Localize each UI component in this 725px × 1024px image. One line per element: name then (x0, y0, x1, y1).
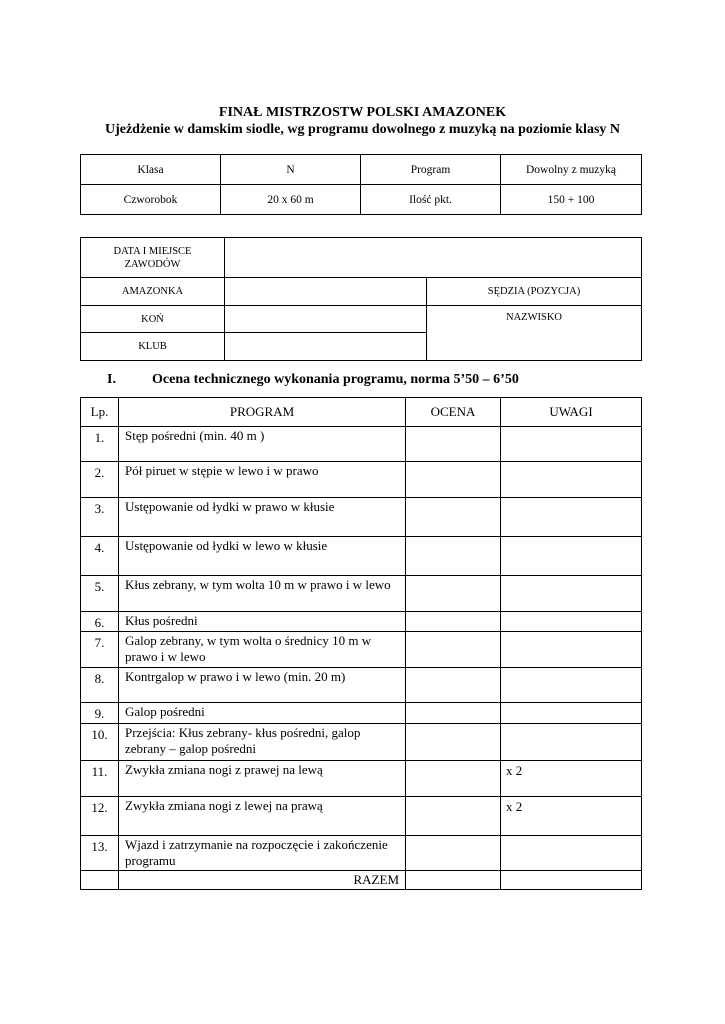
row-uwagi[interactable] (501, 836, 642, 871)
row-ocena-field[interactable] (406, 612, 501, 632)
row-uwagi[interactable] (501, 612, 642, 632)
row-ocena-field[interactable] (406, 724, 501, 761)
table-row (81, 668, 642, 703)
kon-label: KOŃ (81, 306, 225, 333)
row-ocena-field[interactable] (406, 797, 501, 836)
row-ocena-field[interactable] (406, 462, 501, 498)
row-ocena-field[interactable] (406, 498, 501, 537)
data-miejsce-field[interactable] (225, 238, 642, 278)
section-title: Ocena technicznego wykonania programu, norma 5’50 – 6’50 (152, 372, 519, 387)
header-uwagi: UWAGI (501, 398, 642, 427)
document-title: FINAŁ MISTRZOSTW POLSKI AMAZONEK (218, 105, 507, 120)
row-number: 10. (81, 724, 119, 761)
header-lp: Lp. (81, 398, 119, 427)
ilosc-label: Ilość pkt. (361, 185, 501, 215)
row-program: Pół piruet w stępie w lewo i w prawo (119, 462, 406, 498)
nazwisko-label: NAZWISKO (427, 306, 642, 361)
kon-field[interactable] (225, 306, 427, 333)
ilosc-value: 150 + 100 (501, 185, 642, 215)
row-uwagi[interactable] (501, 703, 642, 724)
header-program: PROGRAM (119, 398, 406, 427)
table-row (81, 761, 642, 797)
row-uwagi[interactable] (501, 724, 642, 761)
row-ocena-field[interactable] (406, 668, 501, 703)
info-table (80, 154, 642, 215)
row-program: Galop pośredni (119, 703, 406, 724)
section-number: I. (107, 372, 116, 387)
row-uwagi[interactable]: x 2 (501, 761, 642, 797)
row-ocena-field[interactable] (406, 537, 501, 576)
amazonka-field[interactable] (225, 278, 427, 306)
row-ocena-field[interactable] (406, 576, 501, 612)
info-row (81, 185, 642, 215)
row-number: 3. (81, 498, 119, 537)
table-row (81, 576, 642, 612)
row-program: Stęp pośredni (min. 40 m ) (119, 427, 406, 462)
row-number: 7. (81, 632, 119, 668)
row-number: 5. (81, 576, 119, 612)
program-value: Dowolny z muzyką (501, 155, 642, 185)
row-program: Przejścia: Kłus zebrany- kłus pośredni, galop zebrany – galop pośredni (119, 724, 406, 761)
klasa-label: Klasa (81, 155, 221, 185)
row-uwagi[interactable] (501, 427, 642, 462)
row-number: 11. (81, 761, 119, 797)
table-row (81, 836, 642, 871)
table-row (81, 724, 642, 761)
row-program: Kłus zebrany, w tym wolta 10 m w prawo i w lewo (119, 576, 406, 612)
table-row (81, 632, 642, 668)
klub-label: KLUB (81, 333, 225, 361)
row-ocena-field[interactable] (406, 632, 501, 668)
total-label: RAZEM (119, 871, 406, 890)
row-uwagi[interactable] (501, 462, 642, 498)
total-ocena-field[interactable] (406, 871, 501, 890)
table-row (81, 427, 642, 462)
competitor-table (80, 237, 642, 361)
row-program: Ustępowanie od łydki w lewo w kłusie (119, 537, 406, 576)
row-program: Galop zebrany, w tym wolta o średnicy 10 m w prawo i w lewo (119, 632, 406, 668)
table-row (81, 462, 642, 498)
czworobok-label: Czworobok (81, 185, 221, 215)
row-program: Zwykła zmiana nogi z prawej na lewą (119, 761, 406, 797)
row-number: 2. (81, 462, 119, 498)
row-number: 8. (81, 668, 119, 703)
row-uwagi[interactable]: x 2 (501, 797, 642, 836)
row-uwagi[interactable] (501, 537, 642, 576)
row-number: 1. (81, 427, 119, 462)
row-ocena-field[interactable] (406, 427, 501, 462)
amazonka-label: AMAZONKA (81, 278, 225, 306)
table-row (81, 537, 642, 576)
document-subtitle: Ujeżdżenie w damskim siodle, wg programu dowolnego z muzyką na poziomie klasy N (104, 122, 621, 137)
scoring-table (80, 397, 642, 890)
row-number: 6. (81, 612, 119, 632)
info-row (81, 155, 642, 185)
row-number: 9. (81, 703, 119, 724)
row-number: 12. (81, 797, 119, 836)
table-row (81, 797, 642, 836)
table-row (81, 498, 642, 537)
row-ocena-field[interactable] (406, 761, 501, 797)
row-program: Kłus pośredni (119, 612, 406, 632)
header-ocena: OCENA (406, 398, 501, 427)
row-program: Wjazd i zatrzymanie na rozpoczęcie i zakończenie programu (119, 836, 406, 871)
row-ocena-field[interactable] (406, 836, 501, 871)
scoring-header-row (81, 398, 642, 427)
program-label: Program (361, 155, 501, 185)
row-uwagi[interactable] (501, 632, 642, 668)
row-number: 13. (81, 836, 119, 871)
row-uwagi[interactable] (501, 498, 642, 537)
table-row (81, 612, 642, 632)
row-uwagi[interactable] (501, 576, 642, 612)
table-row (81, 703, 642, 724)
sedzia-label: SĘDZIA (POZYCJA) (427, 278, 642, 306)
row-program: Ustępowanie od łydki w prawo w kłusie (119, 498, 406, 537)
row-program: Kontrgalop w prawo i w lewo (min. 20 m) (119, 668, 406, 703)
klub-field[interactable] (225, 333, 427, 361)
row-ocena-field[interactable] (406, 703, 501, 724)
total-uwagi-cell (501, 871, 642, 890)
czworobok-value: 20 x 60 m (221, 185, 361, 215)
data-miejsce-label: DATA I MIEJSCE ZAWODÓW (81, 238, 225, 278)
klasa-value: N (221, 155, 361, 185)
row-number: 4. (81, 537, 119, 576)
total-empty-cell (81, 871, 119, 890)
total-row (81, 871, 642, 890)
row-program: Zwykła zmiana nogi z lewej na prawą (119, 797, 406, 836)
row-uwagi[interactable] (501, 668, 642, 703)
